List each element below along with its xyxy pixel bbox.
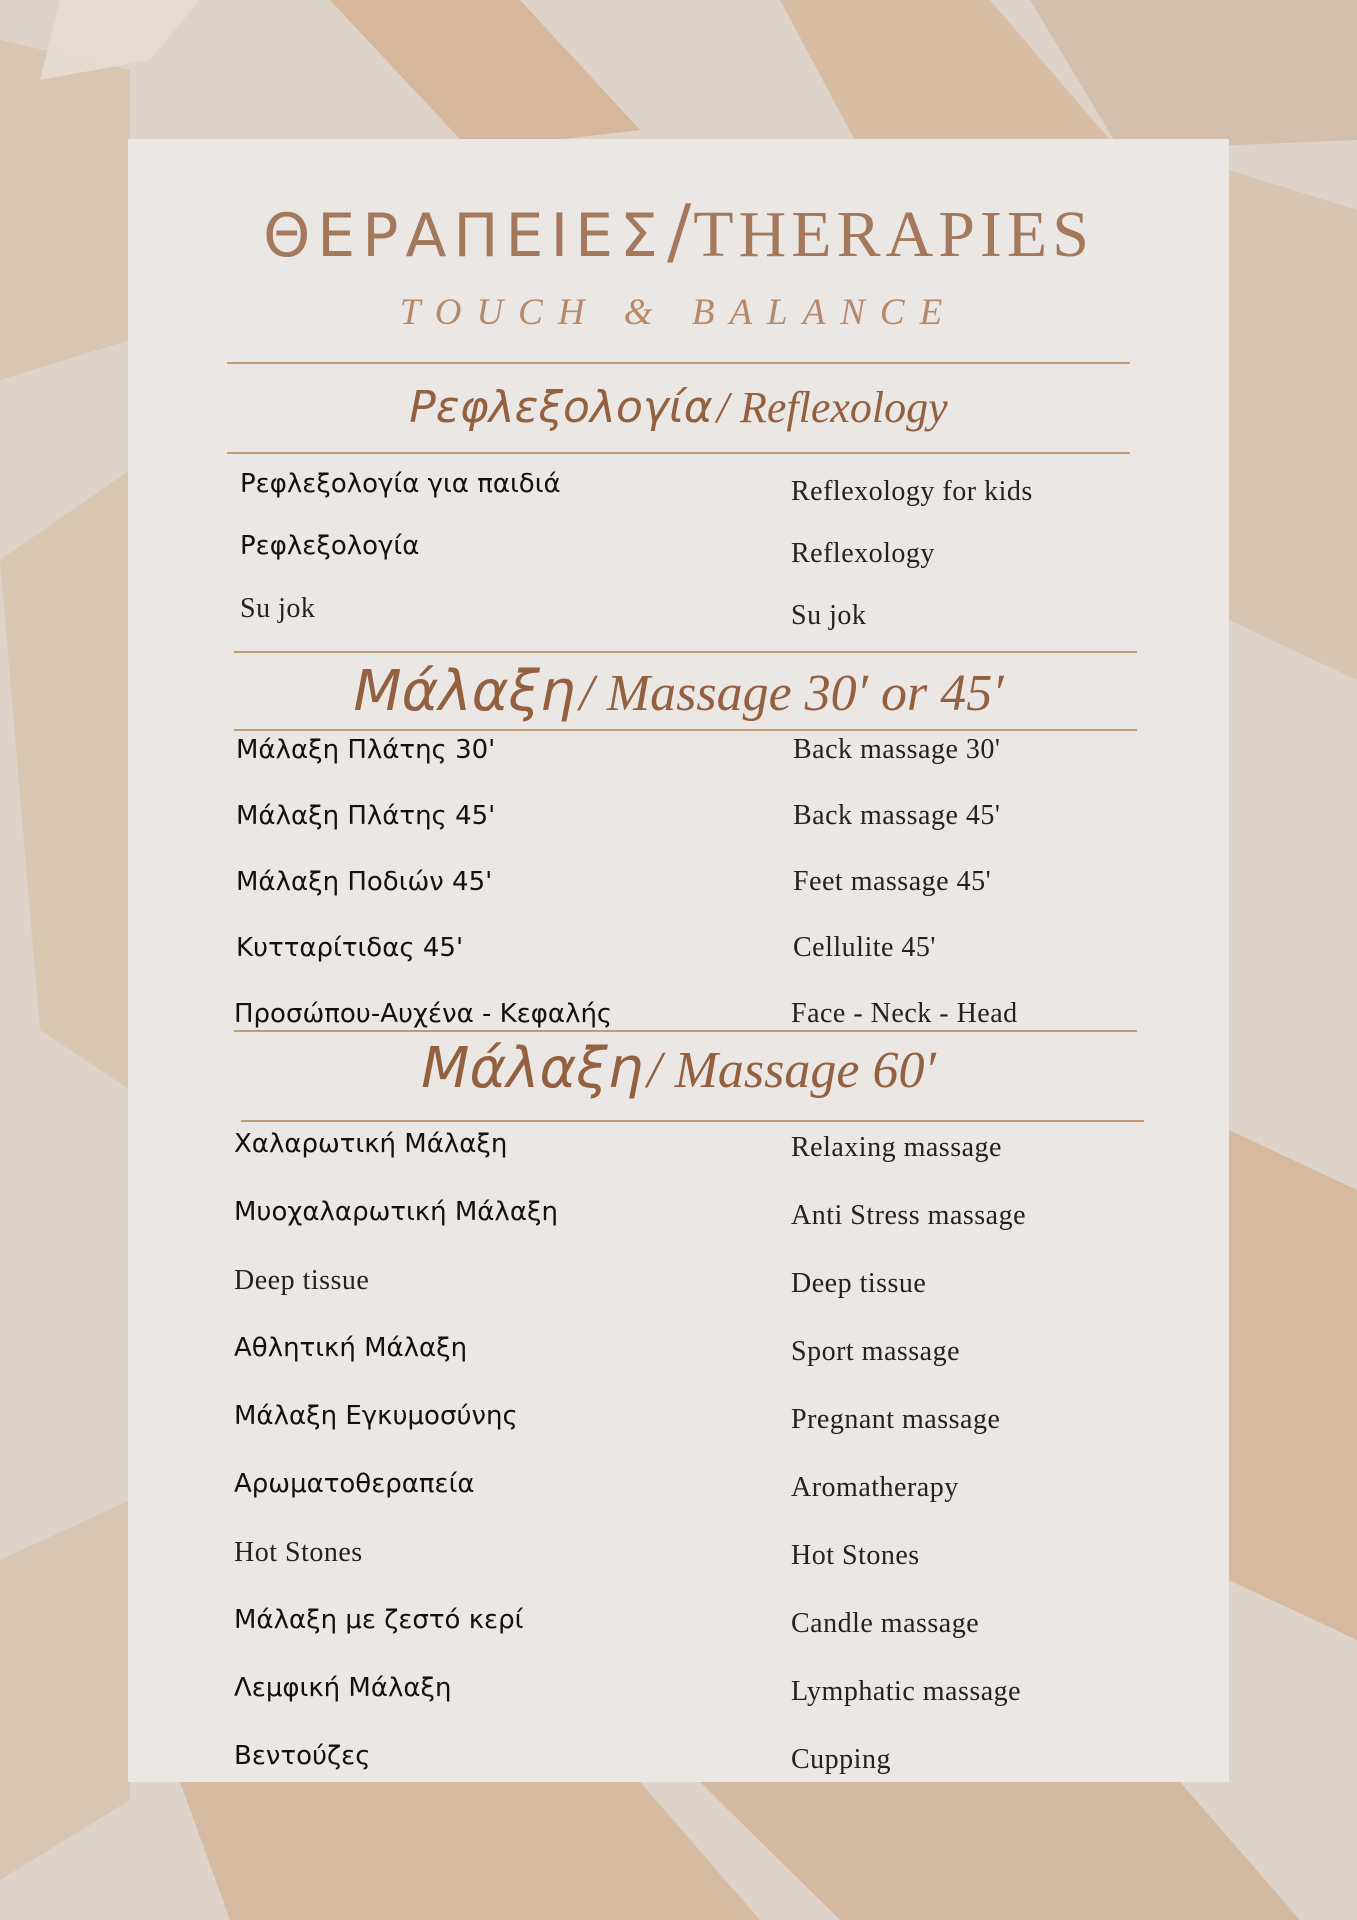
therapies-menu-card — [128, 139, 1229, 1782]
list-item-english: Relaxing massage — [791, 1132, 1002, 1163]
section-title-english: / Massage 60′ — [647, 1042, 936, 1099]
list-item-english: Feet massage 45' — [793, 866, 992, 897]
divider — [234, 651, 1137, 653]
list-item-greek: Λεμφική Μάλαξη — [234, 1673, 452, 1703]
list-item-greek: Βεντούζες — [234, 1741, 371, 1771]
list-item-english: Back massage 30' — [793, 734, 1001, 765]
list-item-greek: Αθλητική Μάλαξη — [234, 1333, 468, 1363]
list-item-greek: Κυτταρίτιδας 45' — [236, 933, 464, 963]
list-item-english: Face - Neck - Head — [791, 998, 1018, 1029]
divider — [227, 452, 1130, 454]
subtitle: TOUCH & BALANCE — [399, 292, 958, 333]
section-heading-massage-60 — [128, 1036, 1229, 1101]
list-item-english: Su jok — [791, 600, 867, 631]
title-english: THERAPIES — [693, 198, 1094, 271]
list-item-english: Candle massage — [791, 1608, 980, 1639]
page-title — [128, 189, 1229, 273]
list-item-greek: Μάλαξη με ζεστό κερί — [234, 1605, 524, 1635]
list-item-greek: Αρωματοθεραπεία — [234, 1469, 475, 1499]
section-title-greek: Μάλαξη — [353, 659, 576, 724]
section-title-greek: Ρεφλεξολογία — [409, 382, 713, 433]
list-item-english: Anti Stress massage — [791, 1200, 1027, 1231]
list-item-greek: Μάλαξη Ποδιών 45' — [236, 867, 493, 897]
list-item-english: Back massage 45' — [793, 800, 1001, 831]
list-item-english: Lymphatic massage — [791, 1676, 1022, 1707]
divider — [234, 729, 1137, 731]
list-item-english: Reflexology — [791, 538, 935, 569]
list-item-english: Sport massage — [791, 1336, 961, 1367]
list-item-english: Cellulite 45' — [793, 932, 936, 963]
section-title-english: / Massage 30′ or 45′ — [579, 665, 1004, 722]
list-item-english: Deep tissue — [791, 1268, 927, 1299]
section-title-greek: Μάλαξη — [421, 1036, 644, 1101]
list-item-greek: Μάλαξη Πλάτης 45' — [236, 801, 496, 831]
divider — [227, 362, 1130, 364]
list-item-greek: Προσώπου-Αυχένα - Κεφαλής — [234, 999, 613, 1029]
list-item-greek: Μάλαξη Εγκυμοσύνης — [234, 1401, 518, 1431]
section-heading-massage-30-45 — [128, 659, 1229, 724]
title-separator: / — [666, 189, 692, 273]
list-item-english: Reflexology for kids — [791, 476, 1033, 507]
list-item-english: Pregnant massage — [791, 1404, 1001, 1435]
list-item-greek: Ρεφλεξολογία για παιδιά — [240, 469, 561, 499]
divider — [241, 1120, 1144, 1122]
list-item-english: Hot Stones — [791, 1540, 920, 1571]
list-item-greek: Χαλαρωτική Μάλαξη — [234, 1129, 508, 1159]
list-item-english: Cupping — [791, 1744, 891, 1775]
list-item-greek: Su jok — [240, 593, 316, 624]
section-title-english: / Reflexology — [716, 383, 948, 432]
list-item-greek: Deep tissue — [234, 1265, 370, 1296]
divider — [234, 1030, 1137, 1032]
list-item-greek: Ρεφλεξολογία — [240, 531, 420, 561]
list-item-greek: Μυοχαλαρωτική Μάλαξη — [234, 1197, 558, 1227]
list-item-english: Aromatherapy — [791, 1472, 959, 1503]
list-item-greek: Μάλαξη Πλάτης 30' — [236, 735, 496, 765]
title-greek: ΘΕΡΑΠΕΙΕΣ — [263, 201, 665, 271]
section-heading-reflexology — [128, 382, 1229, 433]
list-item-greek: Hot Stones — [234, 1537, 363, 1568]
